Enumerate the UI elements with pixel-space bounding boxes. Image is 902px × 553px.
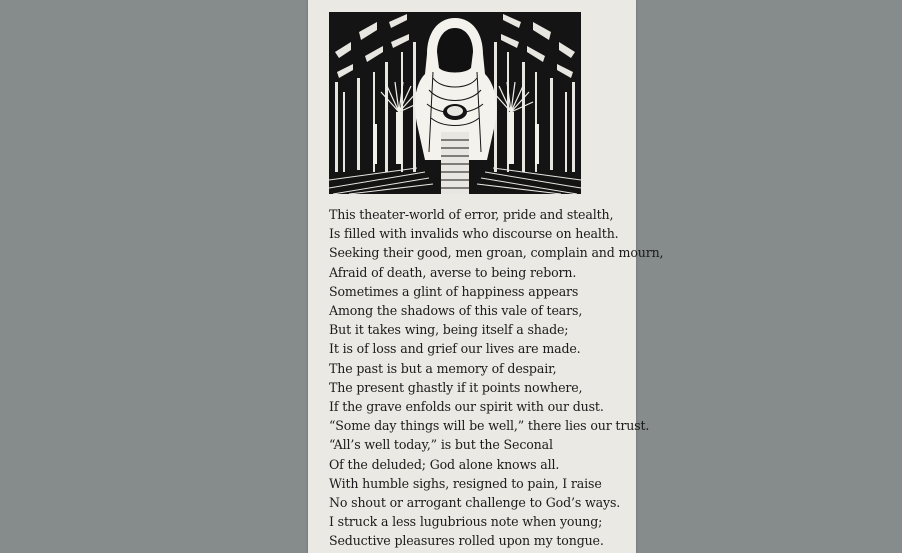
- poem-line: Sometimes a glint of happiness appears: [329, 283, 579, 299]
- poem-line: Afraid of death, averse to being reborn.: [329, 264, 577, 280]
- poem-text: [329, 205, 664, 551]
- poem-line: Is filled with invalids who discourse on health.: [329, 226, 619, 242]
- poem-line: If the grave enfolds our spirit with our dust.: [329, 399, 604, 415]
- book-page: [308, 0, 664, 553]
- poem-line: No shout or arrogant challenge to God’s ways.: [329, 495, 621, 511]
- hooded-figure-woodcut-icon: [329, 12, 581, 194]
- poem-line: This theater-world of error, pride and stealth,: [329, 207, 614, 222]
- poem-line: “All’s well today,” is but the Seconal: [329, 437, 553, 453]
- poem-line: The past is but a memory of despair,: [329, 360, 557, 376]
- poem-line: The present ghastly if it points nowhere,: [329, 379, 583, 395]
- poem-line: With humble sighs, resigned to pain, I raise: [329, 475, 602, 491]
- poem-line: Of the deluded; God alone knows all.: [329, 456, 560, 472]
- poem-line: Seeking their good, men groan, complain and mourn,: [329, 245, 664, 261]
- poem-line: Seductive pleasures rolled upon my tongue.: [329, 533, 604, 549]
- poem-line: I struck a less lugubrious note when young;: [329, 514, 603, 530]
- poem-line: Among the shadows of this vale of tears,: [329, 303, 583, 319]
- poem-line: It is of loss and grief our lives are made.: [329, 341, 581, 357]
- poem-line: “Some day things will be well,” there lies our trust.: [329, 418, 650, 434]
- poem-line: But it takes wing, being itself a shade;: [329, 322, 569, 338]
